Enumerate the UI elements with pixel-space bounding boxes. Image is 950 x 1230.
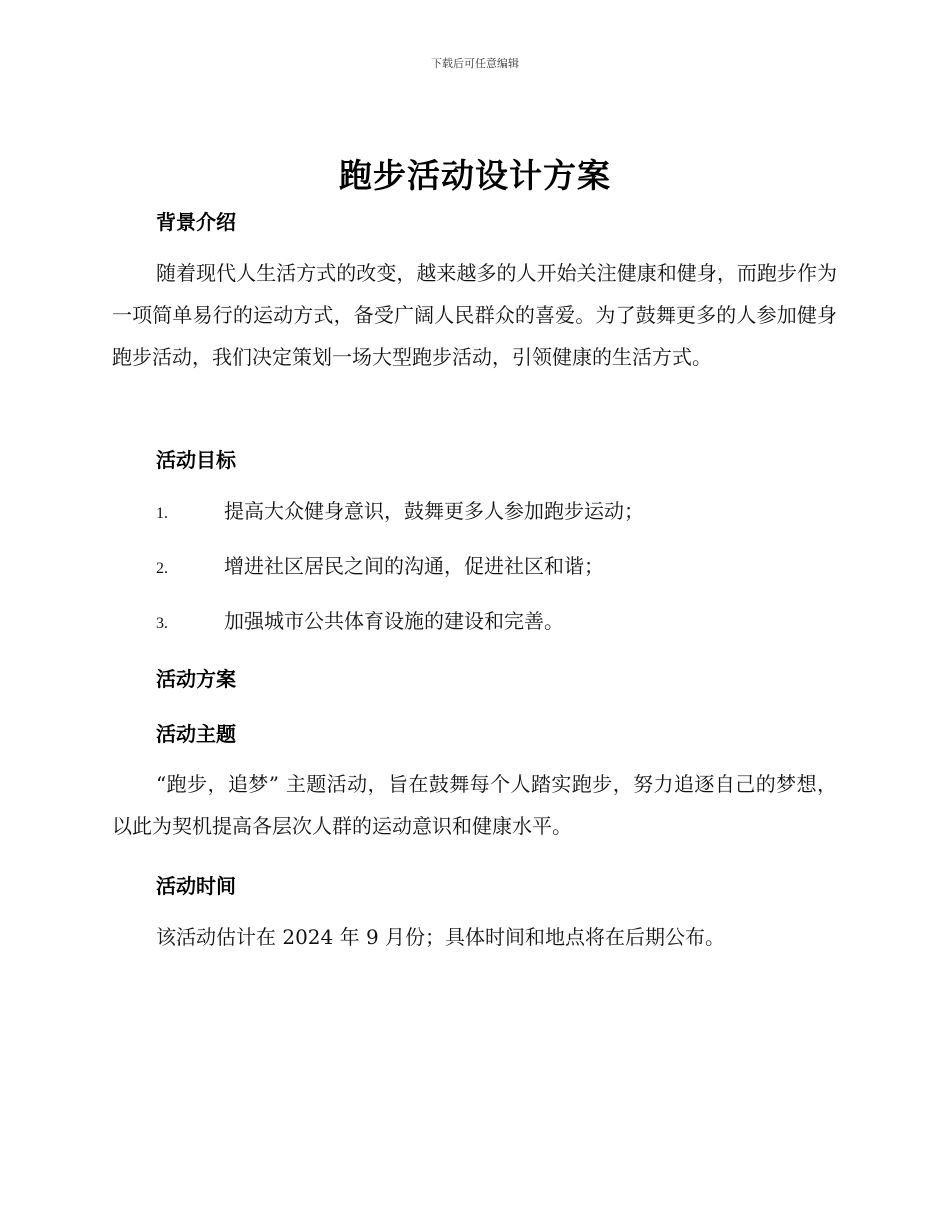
list-text: 加强城市公共体育设施的建设和完善。: [224, 609, 564, 633]
paragraph-background: 随着现代人生活方式的改变，越来越多的人开始关注健康和健身，而跑步作为一项简单易行的运动方式，备受广阔人民群众的喜爱。为了鼓舞更多的人参加健身跑步活动，我们决定策划一场大型跑步活动，引领健康的生活方式。: [112, 261, 837, 369]
list-number: 3.: [156, 615, 168, 632]
heading-plan: 活动方案: [156, 667, 236, 691]
list-text: 提高大众健身意识，鼓舞更多人参加跑步运动；: [224, 499, 644, 523]
header-note: 下载后可任意编辑: [431, 57, 519, 70]
list-number: 1.: [156, 505, 168, 522]
list-item: [156, 552, 836, 583]
list-number: 2.: [156, 560, 168, 577]
heading-theme: 活动主题: [156, 722, 236, 746]
paragraph-time: 该活动估计在 2024 年 9 月份；具体时间和地点将在后期公布。: [156, 925, 726, 949]
list-item: [156, 607, 836, 638]
heading-time: 活动时间: [156, 874, 236, 898]
paragraph-theme: “跑步，追梦” 主题活动，旨在鼓舞每个人踏实跑步，努力追逐自己的梦想，以此为契机提高各层次人群的运动意识和健康水平。: [112, 772, 837, 838]
document-title: 跑步活动设计方案: [339, 156, 611, 195]
list-item: [156, 497, 836, 528]
list-text: 增进社区居民之间的沟通，促进社区和谐；: [224, 554, 604, 578]
heading-goals: 活动目标: [156, 448, 236, 472]
heading-background: 背景介绍: [156, 210, 236, 234]
